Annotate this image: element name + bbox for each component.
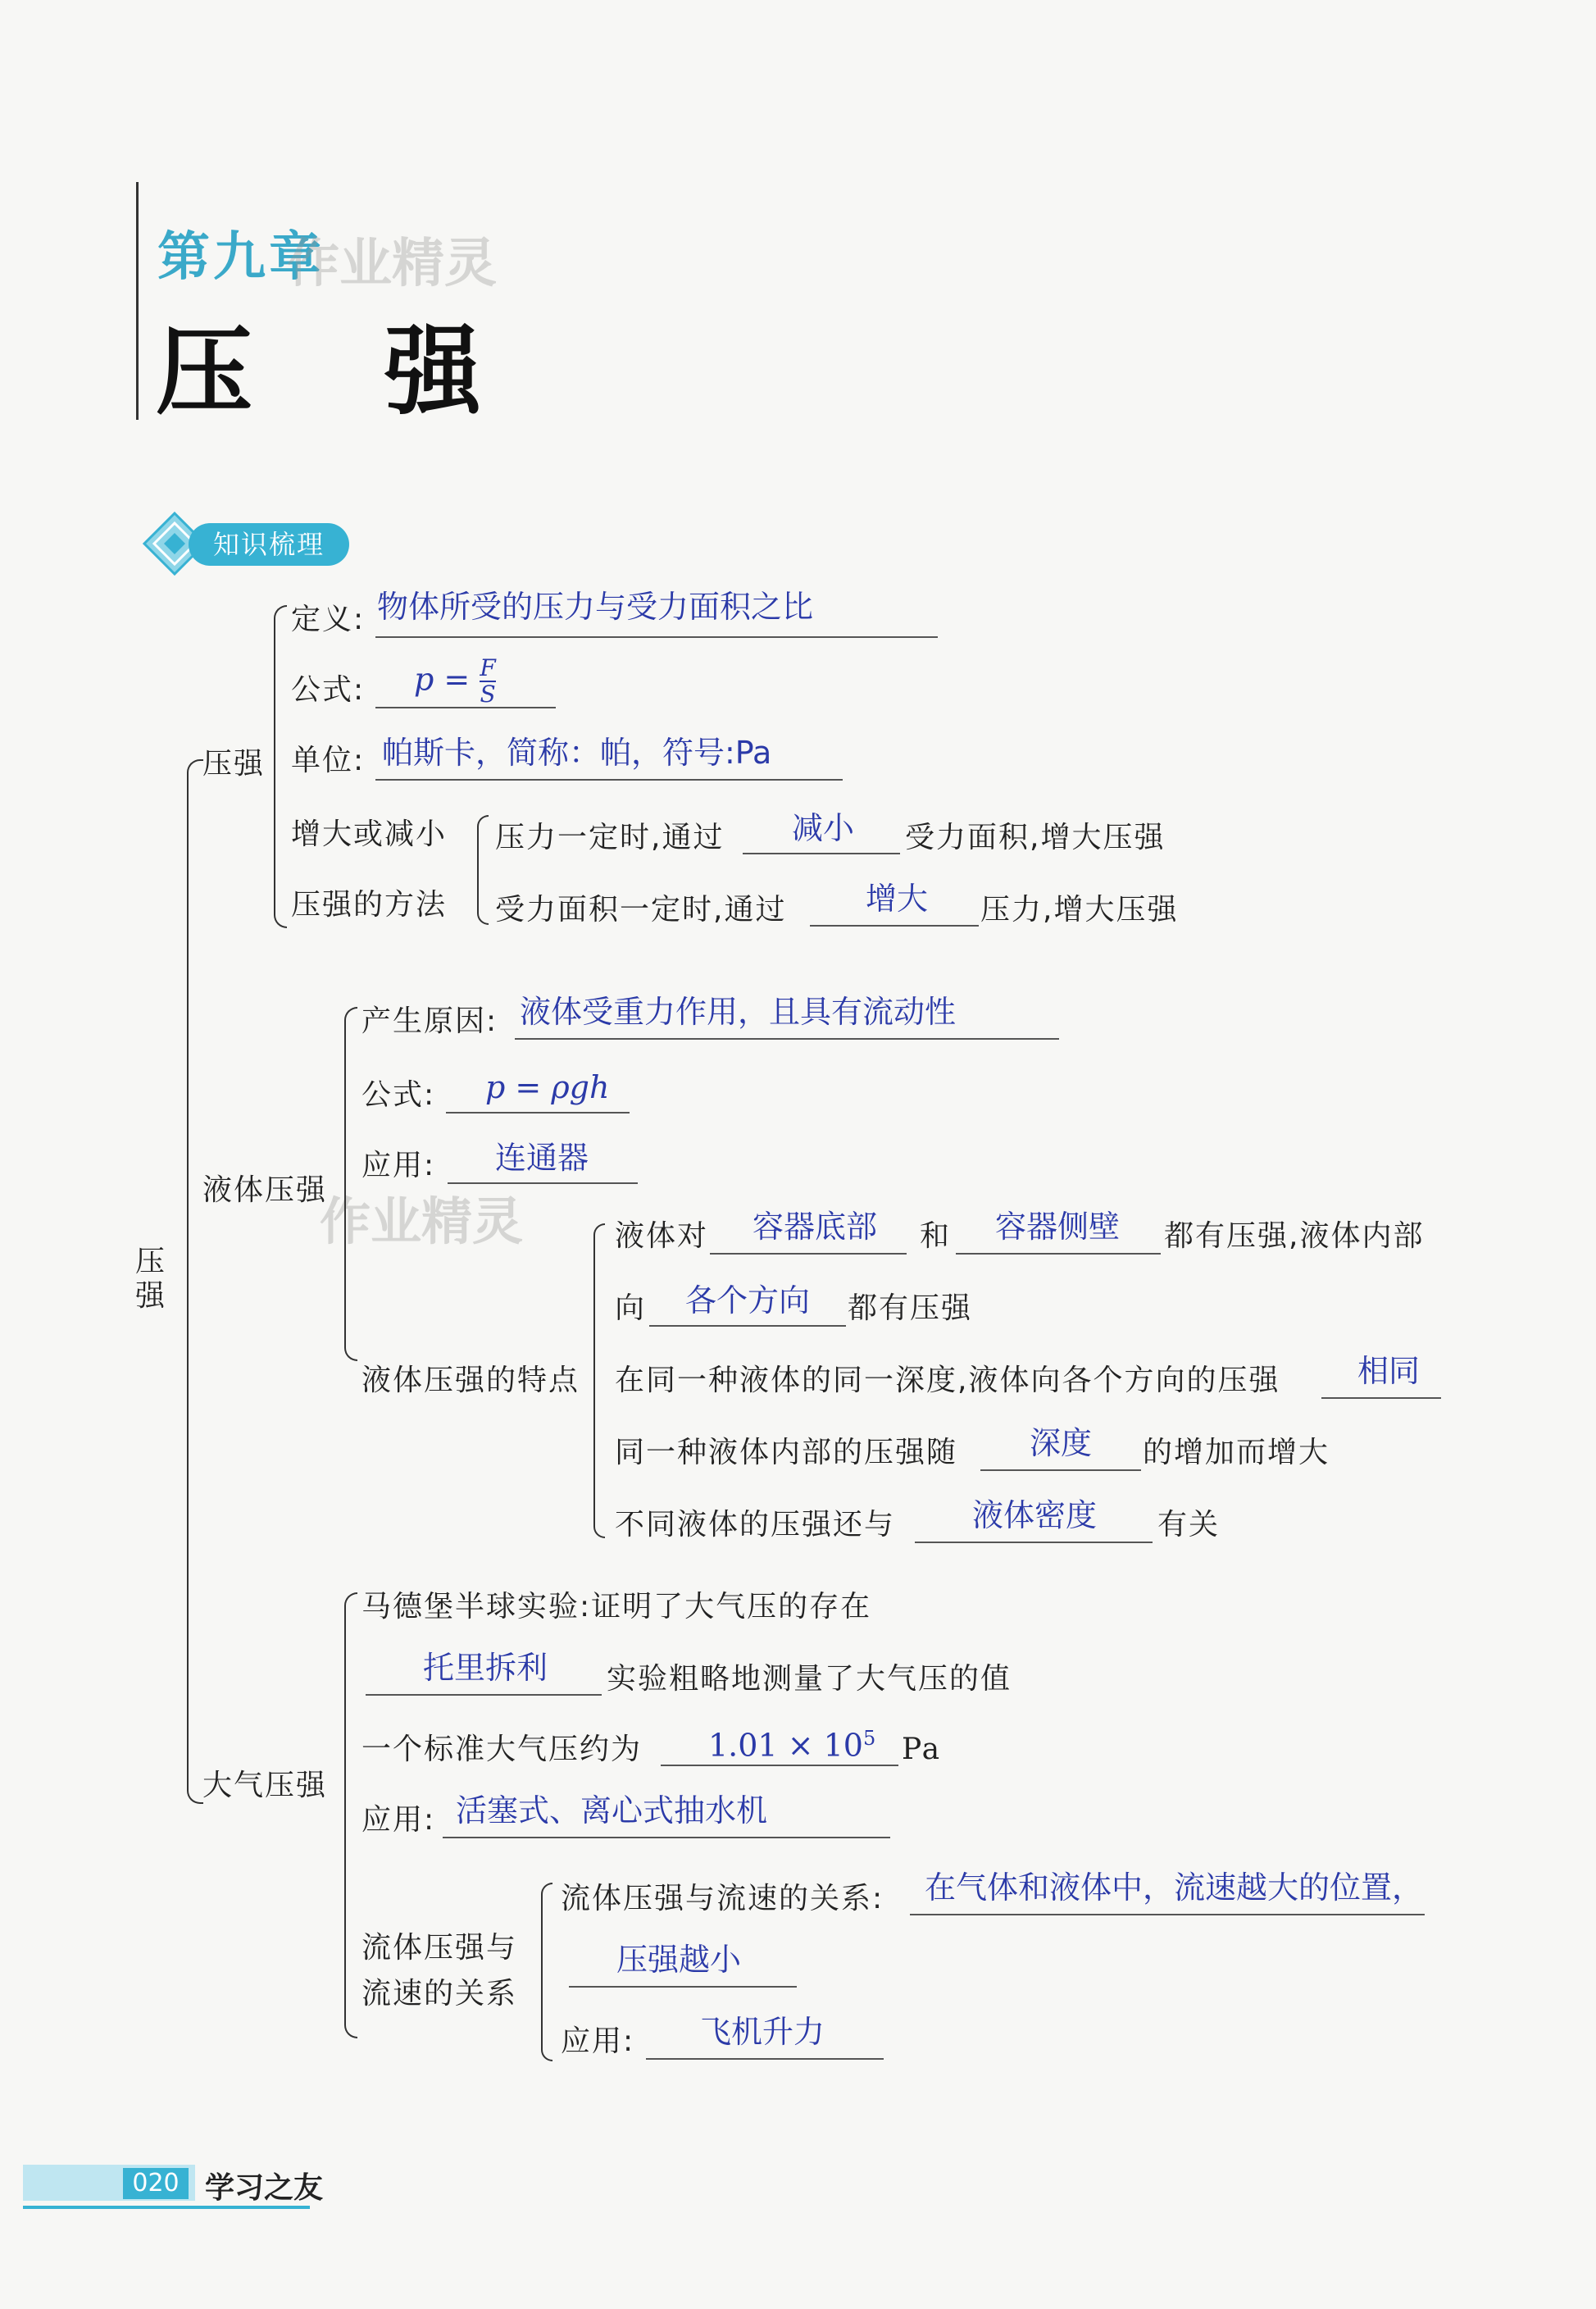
- definition-label: 定义:: [291, 603, 366, 636]
- feature5-blank: [915, 1542, 1153, 1543]
- feature4-blank: [980, 1469, 1141, 1471]
- liquid-brace: [344, 1007, 357, 1361]
- feature3-a: 在同一种液体的同一深度,液体向各个方向的压强: [615, 1364, 1280, 1397]
- root-brace: [187, 759, 203, 1804]
- method1-blank: [743, 853, 900, 854]
- feature5-answer: 液体密度: [972, 1497, 1098, 1533]
- formula-numerator: F: [480, 654, 496, 681]
- std-pressure-answer: [708, 1722, 875, 1762]
- method1-suffix: 受力面积,增大压强: [905, 821, 1166, 854]
- feature1-b: 和: [920, 1219, 952, 1253]
- std-pressure-unit: Pa: [902, 1733, 942, 1766]
- formula-denominator: S: [480, 681, 496, 708]
- unit-label: 单位:: [291, 744, 366, 777]
- feature2-blank: [649, 1325, 846, 1327]
- formula-label: 公式:: [291, 673, 366, 707]
- liquid-formula-blank: [446, 1112, 630, 1114]
- flow-relation-blank2: [569, 1986, 797, 1988]
- liquid-app-label: 应用:: [361, 1149, 436, 1182]
- torricelli-blank: [366, 1694, 602, 1696]
- torricelli-text: 实验粗略地测量了大气压的值: [607, 1662, 1012, 1696]
- cause-label: 产生原因:: [361, 1004, 498, 1038]
- flow-app-answer: 飞机升力: [700, 2014, 825, 2050]
- method-label-1: 增大或减小: [291, 817, 448, 851]
- method2-blank: [810, 925, 979, 927]
- definition-answer: 物体所受的压力与受力面积之比: [377, 589, 814, 625]
- std-pressure-blank: [661, 1765, 898, 1766]
- cause-answer: 液体受重力作用，且具有流动性: [520, 994, 957, 1030]
- method1-answer: 减小: [792, 810, 855, 846]
- feature1-blank2: [956, 1253, 1161, 1255]
- page-title: 压 强: [156, 314, 531, 428]
- flow-relation-answer2: 压强越小: [616, 1942, 742, 1978]
- feature4-a: 同一种液体内部的压强随: [615, 1436, 958, 1469]
- page-number: 020: [123, 2168, 189, 2199]
- cause-blank: [515, 1038, 1059, 1040]
- flow-brace: [541, 1883, 552, 2061]
- formula-lhs: p =: [414, 661, 471, 698]
- std-pressure-text: 一个标准大气压约为: [361, 1733, 643, 1766]
- liquid-formula-label: 公式:: [361, 1078, 436, 1112]
- root-text: 压强: [135, 1245, 167, 1313]
- feature1-answer2: 容器侧壁: [995, 1209, 1121, 1245]
- liquid-app-answer: 连通器: [495, 1140, 589, 1176]
- method-label-2: 压强的方法: [291, 888, 448, 922]
- flow-relation-label: 流体压强与流速的关系:: [561, 1882, 884, 1915]
- flow-label-2: 流速的关系: [361, 1977, 518, 2011]
- feature5-a: 不同液体的压强还与: [615, 1508, 896, 1542]
- flow-label-1: 流体压强与: [361, 1931, 518, 1965]
- method2-answer: 增大: [866, 881, 929, 917]
- atmo-brace: [344, 1592, 357, 2038]
- liquid-formula-answer: p = ρgh: [485, 1069, 610, 1105]
- flow-relation-blank1: [910, 1914, 1425, 1915]
- atmo-app-answer: 活塞式、离心式抽水机: [456, 1792, 768, 1829]
- formula-fraction: [480, 656, 495, 707]
- definition-blank: [375, 636, 938, 638]
- watermark: 作业精灵: [287, 234, 497, 294]
- features-brace: [593, 1223, 605, 1538]
- method2-suffix: 压力,增大压强: [980, 893, 1179, 927]
- feature1-blank1: [710, 1253, 907, 1255]
- formula-blank: [375, 707, 556, 708]
- feature3-answer: 相同: [1357, 1353, 1421, 1389]
- pressure-formula: [414, 656, 496, 707]
- feature1-c: 都有压强,液体内部: [1164, 1219, 1425, 1253]
- atmo-label: 大气压强: [202, 1769, 328, 1802]
- torricelli-answer: 托里拆利: [423, 1650, 548, 1686]
- feature2-a: 向: [615, 1291, 647, 1325]
- feature5-b: 有关: [1157, 1508, 1221, 1542]
- section-badge: 知识梳理: [189, 523, 349, 566]
- root-label: [135, 1245, 168, 1314]
- flow-relation-answer1: 在气体和液体中，流速越大的位置，: [925, 1870, 1424, 1906]
- magdeburg-text: 马德堡半球实验:证明了大气压的存在: [361, 1590, 872, 1624]
- unit-blank: [375, 779, 843, 781]
- liquid-app-blank: [448, 1182, 638, 1184]
- std-pressure-base: 1.01 × 10: [708, 1727, 863, 1764]
- book-title: 学习之友: [205, 2170, 324, 2205]
- method-brace: [477, 815, 489, 925]
- flow-app-blank: [646, 2058, 884, 2060]
- feature4-answer: 深度: [1030, 1425, 1093, 1461]
- liquid-label: 液体压强: [202, 1173, 328, 1207]
- atmo-app-label: 应用:: [361, 1803, 436, 1837]
- feature2-b: 都有压强: [848, 1291, 973, 1325]
- features-label: 液体压强的特点: [361, 1364, 580, 1397]
- pressure-label: 压强: [202, 747, 266, 781]
- feature3-blank: [1321, 1397, 1441, 1399]
- pressure-brace: [274, 605, 287, 928]
- method1-prefix: 压力一定时,通过: [495, 821, 725, 854]
- unit-answer: 帕斯卡，简称：帕，符号:Pa: [382, 735, 772, 771]
- method2-prefix: 受力面积一定时,通过: [495, 893, 787, 927]
- std-pressure-exp: 5: [862, 1727, 876, 1750]
- flow-app-label: 应用:: [561, 2024, 635, 2058]
- feature1-answer1: 容器底部: [753, 1209, 878, 1245]
- chapter-label: 第九章: [157, 227, 325, 288]
- atmo-app-blank: [443, 1837, 890, 1838]
- feature1-a: 液体对: [615, 1219, 709, 1253]
- feature2-answer: 各个方向: [685, 1282, 811, 1318]
- feature4-b: 的增加而增大: [1143, 1436, 1330, 1469]
- header-bar: [136, 182, 139, 420]
- watermark-2: 作业精灵: [320, 1191, 524, 1251]
